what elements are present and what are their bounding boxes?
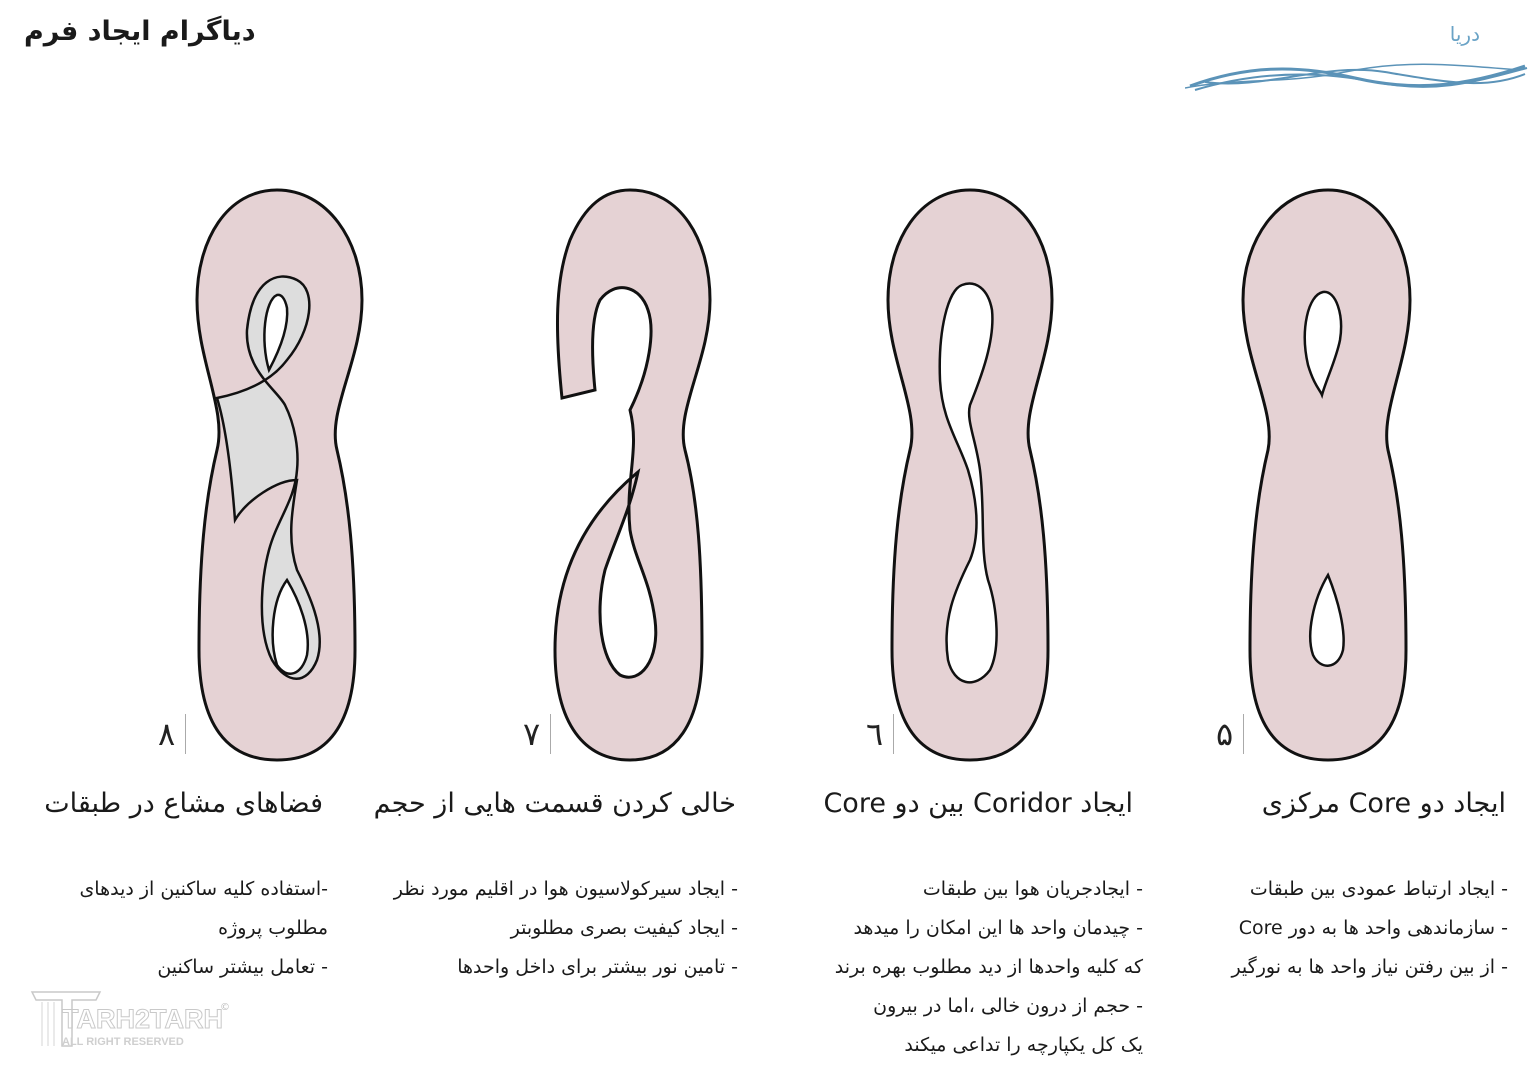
form-shape-step-8 <box>177 180 377 780</box>
step-title-5: ایجاد دو Core مرکزی <box>1261 788 1506 819</box>
bullet-item: - سازماندهی واحد ها به دور Core <box>1238 917 1508 939</box>
bullet-item: - ایجاد ارتباط عمودی بین طبقات <box>1249 878 1508 900</box>
step-title-6: ایجاد Coridor بین دو Core <box>823 788 1133 819</box>
step-number-5: ۵ <box>1216 714 1244 754</box>
page-title: دیاگرام ایجاد فرم <box>24 16 256 47</box>
step-title-8: فضاهای مشاع در طبقات <box>44 788 323 819</box>
form-shape-step-7 <box>530 180 730 780</box>
form-shape-step-6 <box>870 180 1070 780</box>
bullet-item: -استفاده کلیه ساکنین از دیدهای <box>79 878 328 900</box>
step-bullets-8 <box>79 870 328 987</box>
bullet-item: - از بین رفتن نیاز واحد ها به نورگیر <box>1231 956 1508 978</box>
step-bullets-7 <box>394 870 738 987</box>
bullet-item: یک کل یکپارچه را تداعی میکند <box>904 1034 1143 1056</box>
bullet-item: - تامین نور بیشتر برای داخل واحدها <box>457 956 738 978</box>
copyright-icon: © <box>220 1002 230 1013</box>
step-bullets-6 <box>835 870 1143 1065</box>
bullet-item: - ایجادجریان هوا بین طبقات <box>922 878 1143 900</box>
bullet-item: مطلوب پروژه <box>218 917 328 939</box>
bullet-item: - ایجاد سیرکولاسیون هوا در اقلیم مورد نظر <box>393 878 738 900</box>
form-shape-step-5 <box>1228 180 1428 780</box>
bullet-item: - تعامل بیشتر ساکنین <box>157 956 328 978</box>
bullet-item: که کلیه واحدها از دید مطلوب بهره برند <box>834 956 1143 978</box>
logo-subtext: ALL RIGHT RESERVED <box>62 1036 184 1048</box>
step-number-7: ۷ <box>523 714 551 754</box>
logo-text: TARH2TARH <box>62 1004 223 1034</box>
step-number-8: ۸ <box>158 714 186 754</box>
step-bullets-5 <box>1231 870 1508 987</box>
step-title-7: خالی کردن قسمت هایی از حجم <box>373 788 736 819</box>
bullet-item: - ایجاد کیفیت بصری مطلوبتر <box>510 917 738 939</box>
step-number-6: ٦ <box>866 714 894 754</box>
wave-logo <box>1185 56 1528 96</box>
bullet-item: - حجم از درون خالی ،اما در بیرون <box>873 995 1143 1017</box>
bullet-item: - چیدمان واحد ها این امکان را میدهد <box>853 917 1143 939</box>
brand-word: دریا <box>1449 22 1480 46</box>
